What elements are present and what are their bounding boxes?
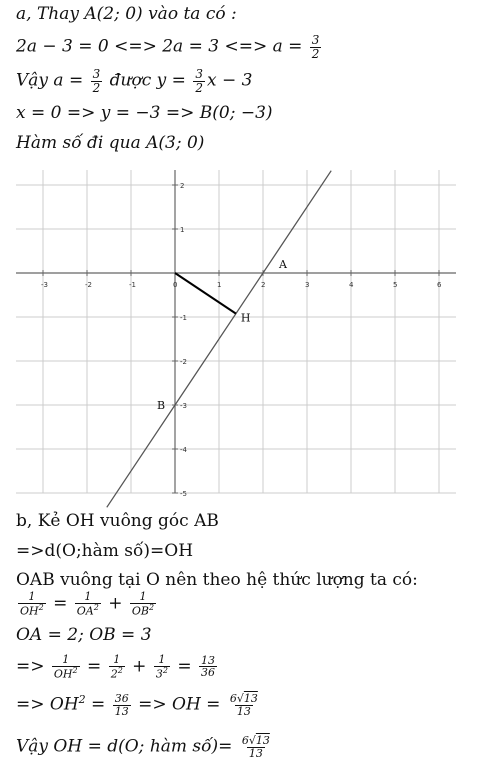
part-a-line-3: Vậy a = $\frac{3}{2}$ được y = $\frac{3}{2}$ x − 3 — [16, 67, 253, 95]
y-tick-label: -1 — [180, 314, 187, 322]
y-tick-label: -2 — [180, 358, 187, 366]
function-graph — [16, 170, 456, 498]
axes — [16, 170, 456, 493]
fraction-a: $\frac{3}{2}$ — [92, 67, 101, 95]
point-a-label: A — [279, 258, 287, 271]
fraction-final: $\frac{6√13}{13}$ — [241, 734, 270, 760]
fraction-1-oh2-b: $\frac{1}{OH^2}$ — [53, 653, 78, 681]
y-tick-label: -4 — [180, 446, 187, 454]
fraction-36-13: $\frac{36}{13}$ — [114, 692, 129, 718]
equation-substitute: => $\frac{1}{OH^2}$ = $\frac{1}{2^2}$ + $\frac{1}{3^2}$ = $\frac{13}{36}$ — [16, 653, 215, 681]
equation-oh: => $OH^2$ = $\frac{36}{13}$ => OH = $\frac{6√13}{13}$ — [16, 692, 258, 718]
equation-left: 2a − 3 = 0 <=> 2a = 3 <=> a = — [16, 36, 308, 57]
fraction-1-3sq: $\frac{1}{3^2}$ — [155, 653, 168, 681]
x-tick-label: 6 — [437, 281, 442, 289]
x-tick-label: -3 — [41, 281, 48, 289]
x-tick-label: 1 — [217, 281, 222, 289]
x-tick-label: 4 — [349, 281, 354, 289]
x-tick-label: -2 — [85, 281, 92, 289]
y-tick-label: 2 — [180, 182, 185, 190]
segment-oh — [175, 273, 236, 314]
fraction-1-oa2: $\frac{1}{OA^2}$ — [76, 590, 99, 618]
y-tick-label: -3 — [180, 402, 187, 410]
fraction-1-oh2: $\frac{1}{OH^2}$ — [20, 590, 44, 618]
fraction-slope: $\frac{3}{2}$ — [195, 67, 203, 95]
y-tick-label: 1 — [180, 226, 185, 234]
point-h-label: H — [240, 311, 251, 325]
x-tick-label: 5 — [393, 281, 398, 289]
final-answer: Vậy OH = d(O; hàm số)= $\frac{6√13}{13}$ — [16, 734, 270, 760]
point-b-label: B — [157, 399, 166, 412]
part-a-line-5: Hàm số đi qua A(3; 0) — [16, 133, 205, 153]
fraction-1-2sq: $\frac{1}{2^2}$ — [110, 653, 123, 681]
part-b-line-1: b, Kẻ OH vuông góc AB — [16, 511, 219, 531]
fraction-1-ob2: $\frac{1}{OB^2}$ — [131, 590, 155, 618]
part-a-line-4: x = 0 => y = −3 => B(0; −3) — [16, 103, 273, 123]
part-a-line-1: a, Thay A(2; 0) vào ta có : — [16, 4, 237, 24]
grid — [16, 170, 456, 493]
part-a-line-2 — [16, 34, 323, 60]
fraction-3-2: $\frac{3}{2}$ — [311, 33, 320, 61]
x-tick-label: -1 — [129, 281, 136, 289]
part-b-line-5: OA = 2; OB = 3 — [16, 625, 152, 645]
fraction-result: $\frac{6√13}{13}$ — [229, 692, 258, 718]
x-tick-label: 0 — [173, 281, 178, 289]
part-b-line-3: OAB vuông tại O nên theo hệ thức lượng ta có: — [16, 570, 418, 590]
part-b-line-2: =>d(O;hàm số)=OH — [16, 541, 194, 561]
fraction-13-36: $\frac{13}{36}$ — [201, 653, 215, 680]
equation-relation: $\frac{1}{OH^2}$ = $\frac{1}{OA^2}$ + $\frac{1}{OB^2}$ — [20, 590, 155, 618]
x-tick-label: 3 — [305, 281, 310, 289]
x-tick-label: 2 — [261, 281, 266, 289]
y-tick-label: -5 — [180, 490, 187, 498]
